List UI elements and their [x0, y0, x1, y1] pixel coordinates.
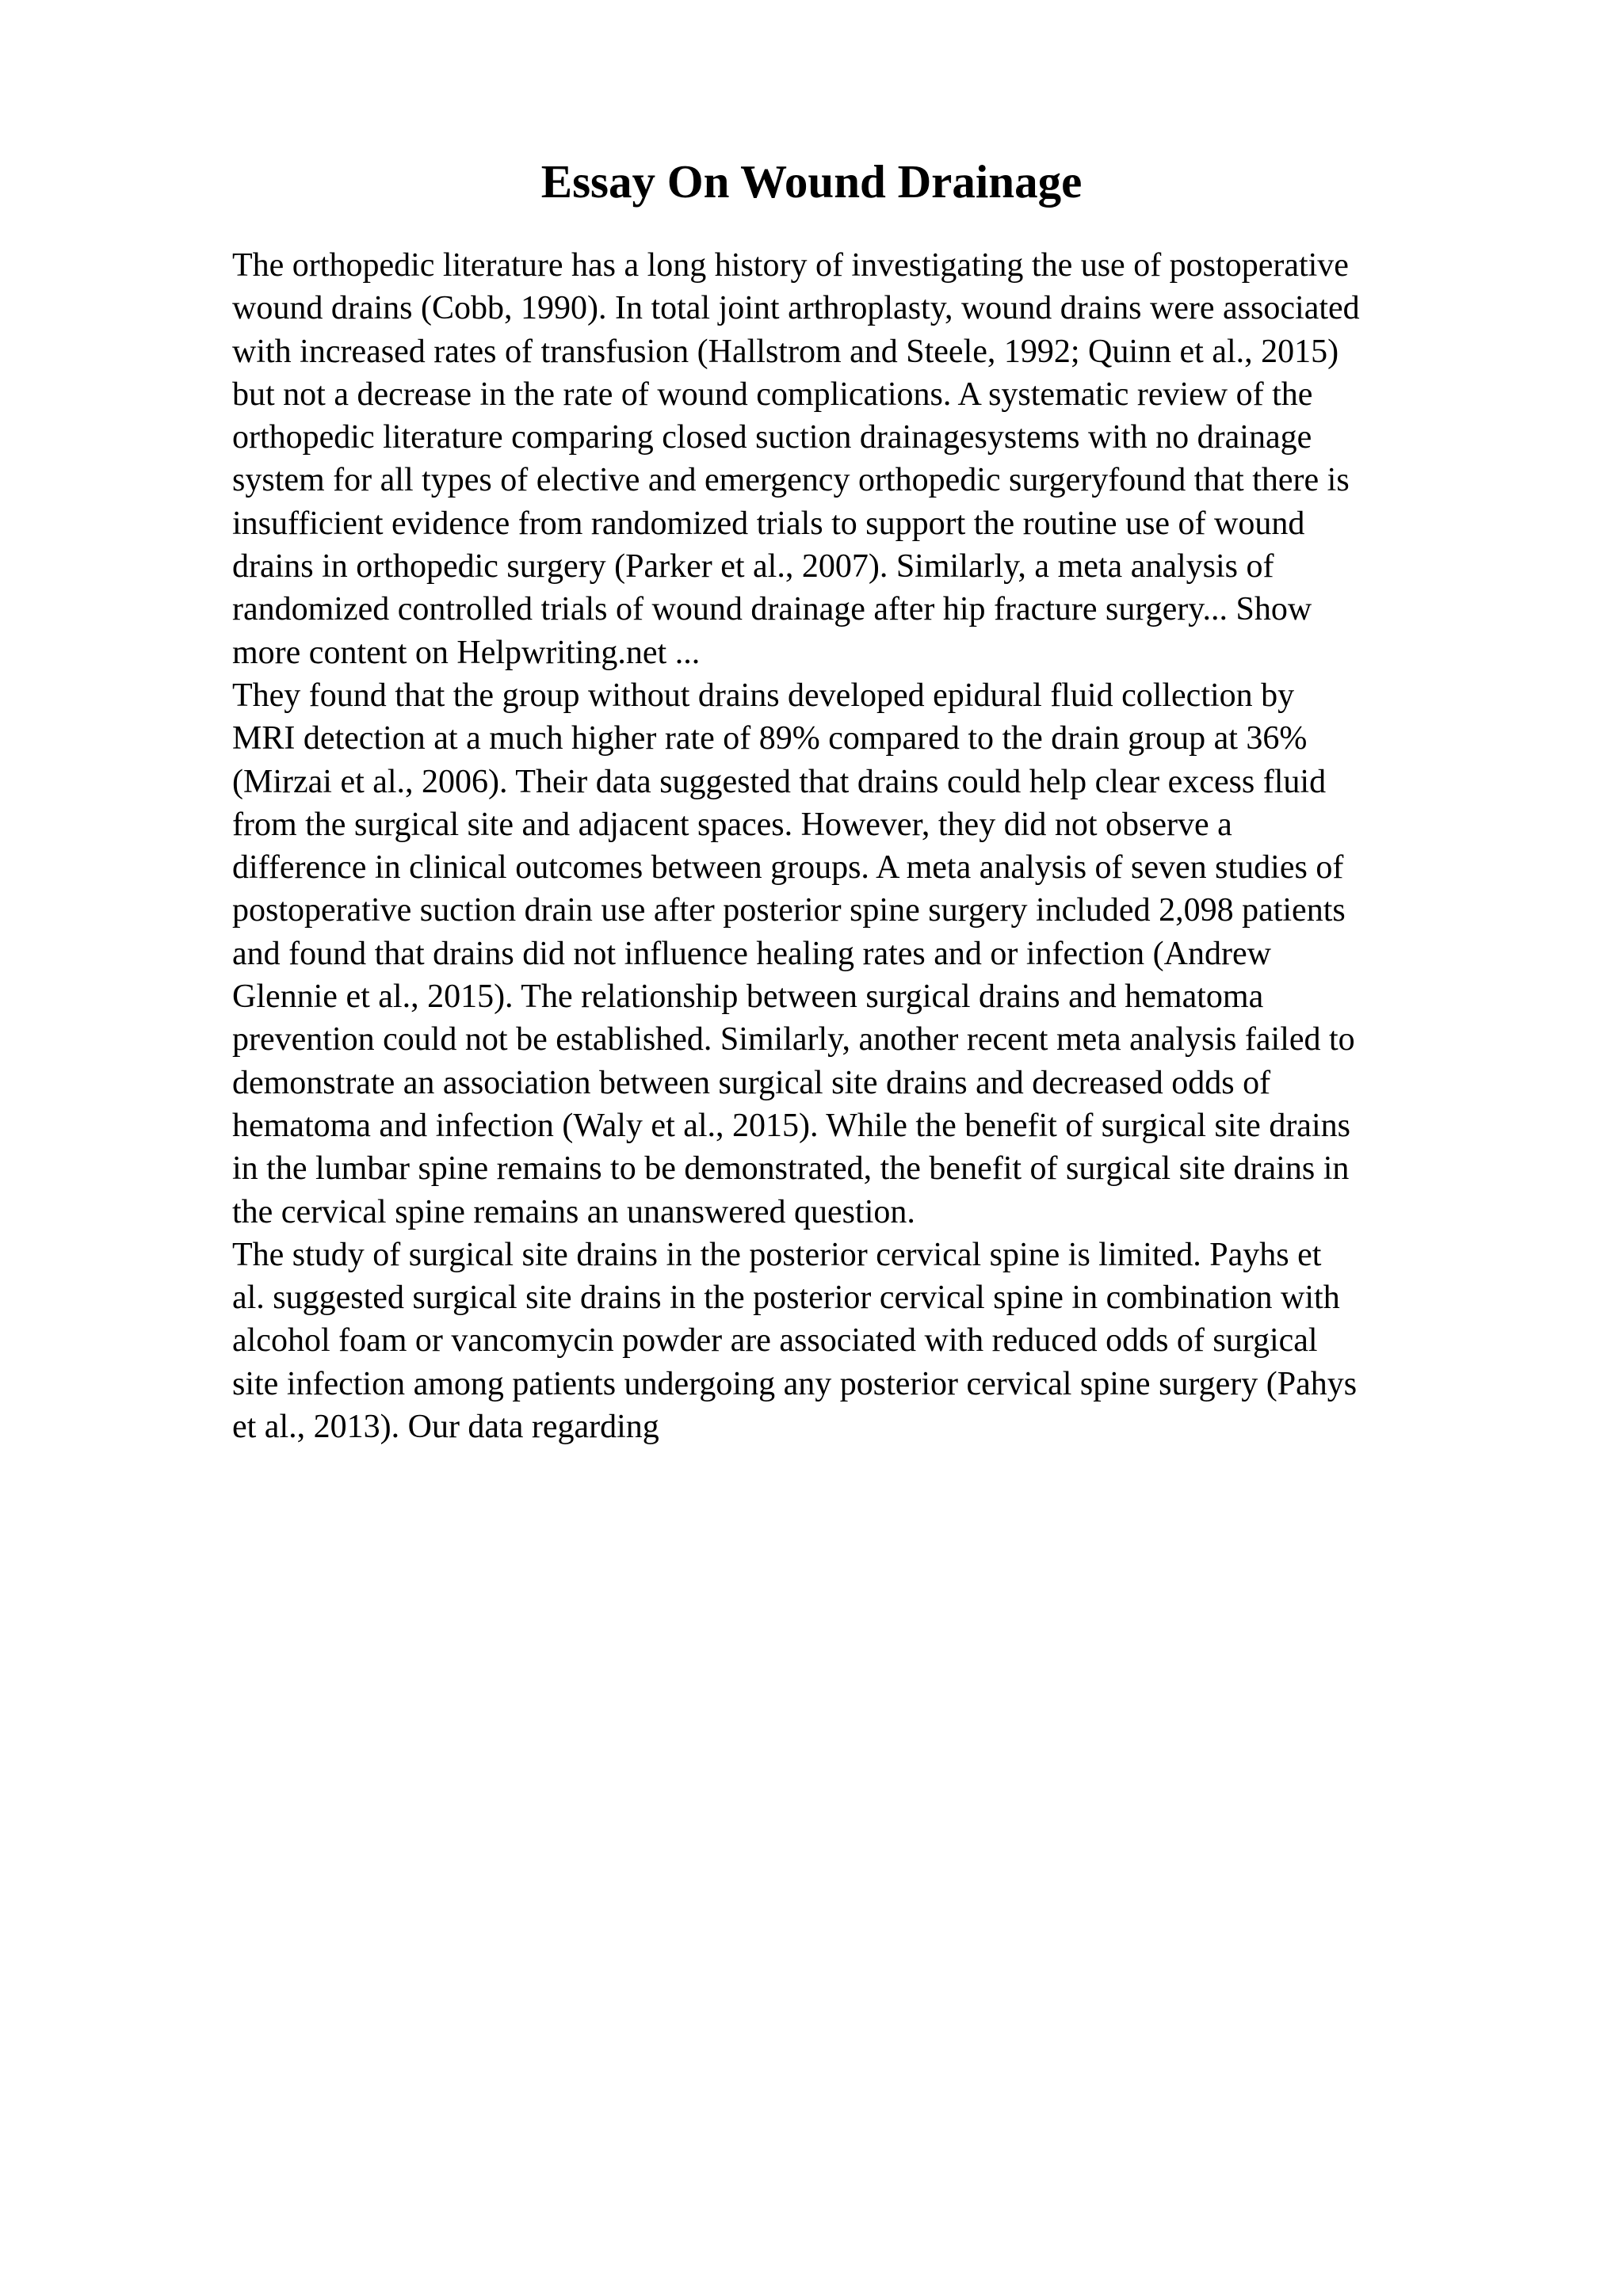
text-line: postoperative suction drain use after posterior spine surgery included 2,098 patients: [232, 892, 1346, 929]
text-line: system for all types of elective and emergency orthopedic surgeryfound that there is: [232, 462, 1350, 499]
text-line: drains in orthopedic surgery (Parker et al., 2007). Similarly, a meta analysis of: [232, 548, 1274, 585]
text-line: The orthopedic literature has a long history of investigating the use of postoperative: [232, 247, 1349, 284]
text-line: They found that the group without drains developed epidural fluid collection by: [232, 677, 1295, 714]
document-body: [232, 244, 1500, 1448]
text-line: al. suggested surgical site drains in the posterior cervical spine in combination with: [232, 1280, 1340, 1317]
text-line: alcohol foam or vancomycin powder are associated with reduced odds of surgical: [232, 1322, 1318, 1360]
text-line: (Mirzai et al., 2006). Their data suggested that drains could help clear excess fluid: [232, 763, 1327, 800]
text-line: The study of surgical site drains in the posterior cervical spine is limited. Payhs et: [232, 1236, 1322, 1273]
text-line: and found that drains did not influence healing rates and or infection (Andrew: [232, 935, 1271, 972]
text-line: in the lumbar spine remains to be demonstrated, the benefit of surgical site drains in: [232, 1150, 1350, 1188]
text-line: the cervical spine remains an unanswered question.: [232, 1193, 915, 1230]
text-line: MRI detection at a much higher rate of 89% compared to the drain group at 36%: [232, 720, 1308, 757]
text-line: randomized controlled trials of wound drainage after hip fracture surgery... Show: [232, 591, 1312, 628]
text-line: wound drains (Cobb, 1990). In total joint arthroplasty, wound drains were associated: [232, 290, 1360, 327]
text-line: with increased rates of transfusion (Hallstrom and Steele, 1992; Quinn et al., 2015): [232, 333, 1339, 370]
text-line: et al., 2013). Our data regarding: [232, 1409, 659, 1446]
text-line: more content on Helpwriting.net ...: [232, 634, 701, 671]
text-line: prevention could not be established. Similarly, another recent meta analysis failed to: [232, 1021, 1355, 1058]
text-line: difference in clinical outcomes between groups. A meta analysis of seven studies of: [232, 849, 1344, 887]
text-line: but not a decrease in the rate of wound complications. A systematic review of the: [232, 376, 1313, 413]
document-title: Essay On Wound Drainage: [540, 155, 1083, 208]
text-line: site infection among patients undergoing any posterior cervical spine surgery (Pahys: [232, 1365, 1358, 1402]
text-line: insufficient evidence from randomized trials to support the routine use of wound: [232, 505, 1305, 542]
text-line: hematoma and infection (Waly et al., 2015). While the benefit of surgical site drains: [232, 1107, 1350, 1144]
text-line: orthopedic literature comparing closed suction drainagesystems with no drainage: [232, 419, 1312, 456]
text-line: Glennie et al., 2015). The relationship between surgical drains and hematoma: [232, 978, 1264, 1016]
text-line: demonstrate an association between surgical site drains and decreased odds of: [232, 1064, 1271, 1101]
text-line: from the surgical site and adjacent spaces. However, they did not observe a: [232, 806, 1232, 843]
